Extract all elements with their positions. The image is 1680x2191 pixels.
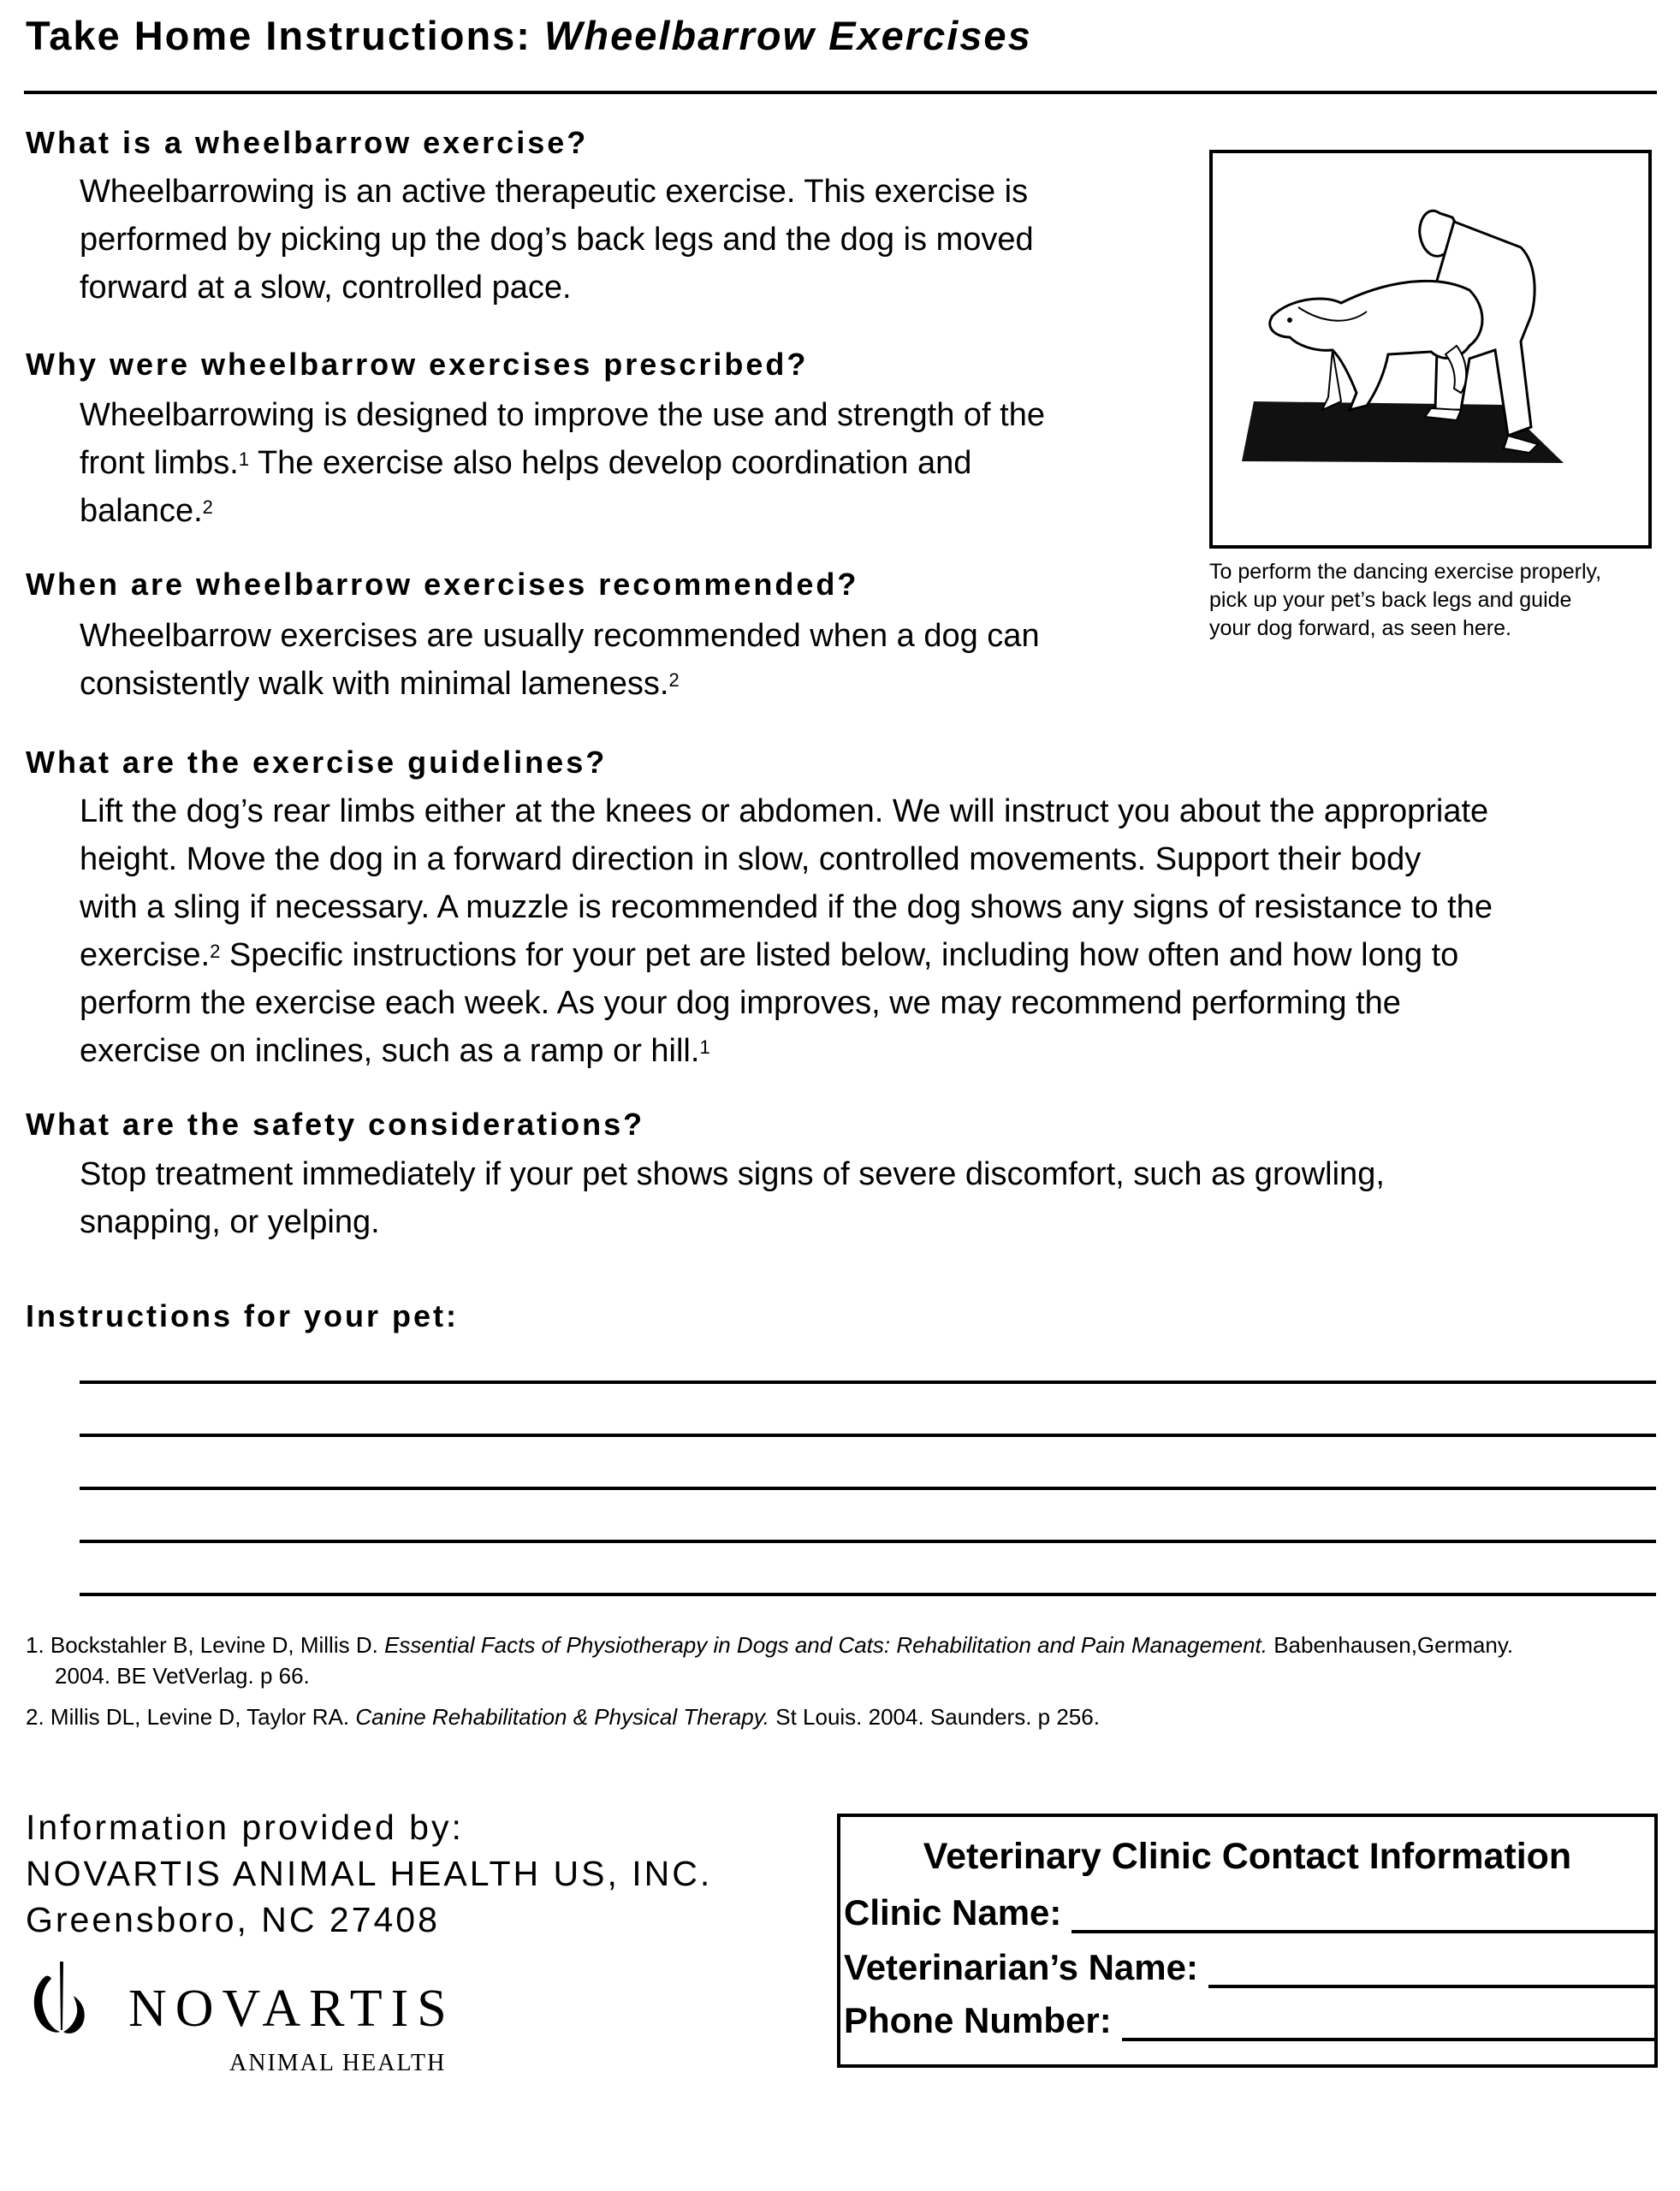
- phone-number-field[interactable]: [1122, 2012, 1654, 2041]
- clinic-name-field[interactable]: [1072, 1904, 1654, 1933]
- footnote-ref[interactable]: 1: [238, 448, 250, 470]
- body-line: Wheelbarrowing is an active therapeutic exercise. This exercise is: [80, 174, 1029, 210]
- footnote-publisher: Babenhausen,Germany.: [1267, 1632, 1514, 1658]
- section-heading-safety: What are the safety considerations?: [26, 1107, 645, 1142]
- instructions-write-line-1[interactable]: [80, 1381, 1656, 1384]
- text: consistently walk with minimal lameness.: [80, 666, 669, 702]
- caption-line: To perform the dancing exercise properly,: [1209, 560, 1602, 584]
- body-line: [80, 439, 1192, 487]
- text: balance.: [80, 493, 203, 529]
- footnote-authors: Bockstahler B, Levine D, Millis D.: [50, 1632, 385, 1658]
- title-divider: [24, 91, 1657, 94]
- instructions-write-line-4[interactable]: [80, 1540, 1656, 1543]
- section-body-when: [80, 612, 1192, 708]
- body-line: [80, 931, 1671, 979]
- footnote-ref[interactable]: 2: [668, 669, 680, 691]
- novartis-logo-wordmark: NOVARTIS: [128, 1980, 455, 2038]
- veterinarian-name-row: [844, 1947, 1654, 1988]
- footnote-authors: Millis DL, Levine D, Taylor RA.: [50, 1704, 356, 1730]
- clinic-contact-box: [837, 1814, 1658, 2068]
- section-heading-when: When are wheelbarrow exercises recommended?: [26, 567, 859, 602]
- instructions-write-line-5[interactable]: [80, 1593, 1656, 1596]
- dog-wheelbarrow-illustration-icon: [1213, 153, 1648, 545]
- novartis-flame-icon: [26, 1962, 103, 2040]
- section-heading-what-is: What is a wheelbarrow exercise?: [26, 125, 589, 160]
- body-line: perform the exercise each week. As your dog improves, we may recommend performing the: [80, 985, 1401, 1021]
- novartis-logo-subtitle: ANIMAL HEALTH: [229, 2050, 447, 2076]
- text: exercise on inclines, such as a ramp or hill.: [80, 1033, 700, 1069]
- provider-address: Greensboro, NC 27408: [26, 1900, 440, 1939]
- caption-line: your dog forward, as seen here.: [1209, 616, 1511, 640]
- body-line: forward at a slow, controlled pace.: [80, 270, 572, 306]
- body-line: snapping, or yelping.: [80, 1204, 380, 1240]
- text: The exercise also helps develop coordination and: [249, 445, 972, 481]
- text: Specific instructions for your pet are listed below, including how often and how long to: [220, 937, 1459, 973]
- body-line: Wheelbarrowing is designed to improve the use and strength of the: [80, 397, 1045, 433]
- title-italic: Wheelbarrow Exercises: [544, 13, 1032, 58]
- footnote-line: 2004. BE VetVerlag. p 66.: [55, 1663, 310, 1689]
- text: exercise.: [80, 937, 211, 973]
- body-line: performed by picking up the dog’s back legs and the dog is moved: [80, 222, 1034, 258]
- footnote-number: 2.: [26, 1704, 45, 1730]
- instructions-write-line-2[interactable]: [80, 1434, 1656, 1437]
- phone-number-row: [844, 2000, 1654, 2041]
- footnote-title: Essential Facts of Physiotherapy in Dogs and Cats: Rehabilitation and Pain Management.: [384, 1632, 1267, 1658]
- section-heading-why: Why were wheelbarrow exercises prescribed?: [26, 347, 809, 382]
- footnote-number: 1.: [26, 1632, 45, 1658]
- provider-info: [26, 1804, 712, 1943]
- footnote-line: [26, 1701, 1660, 1732]
- footnote-title: Canine Rehabilitation & Physical Therapy.: [355, 1704, 770, 1730]
- provider-company: NOVARTIS ANIMAL HEALTH US, INC.: [26, 1854, 713, 1893]
- footnote-ref[interactable]: 2: [202, 496, 213, 518]
- body-line: height. Move the dog in a forward direction in slow, controlled movements. Support their body: [80, 841, 1422, 877]
- contact-box-title: Veterinary Clinic Contact Information: [923, 1836, 1572, 1877]
- caption-line: pick up your pet’s back legs and guide: [1209, 588, 1572, 612]
- body-line: with a sling if necessary. A muzzle is recommended if the dog shows any signs of resistance to the: [80, 889, 1493, 925]
- page-title: [26, 12, 1032, 59]
- body-line: [80, 1027, 1671, 1075]
- figure-caption: [1209, 558, 1671, 643]
- footnote-publisher: St Louis. 2004. Saunders. p 256.: [769, 1704, 1100, 1730]
- footnote-ref[interactable]: 1: [699, 1036, 710, 1058]
- body-line: [80, 487, 1192, 535]
- section-body-why: [80, 391, 1192, 535]
- text: front limbs.: [80, 445, 239, 481]
- instructions-write-line-3[interactable]: [80, 1487, 1656, 1490]
- clinic-name-label: Clinic Name:: [844, 1892, 1062, 1933]
- section-body-guidelines: [80, 787, 1671, 1075]
- veterinarian-name-field[interactable]: [1208, 1959, 1654, 1988]
- instructions-heading: Instructions for your pet:: [26, 1298, 460, 1333]
- body-line: [80, 660, 1192, 708]
- footnote-line: [26, 1630, 1660, 1660]
- footnote-1: [26, 1630, 1660, 1691]
- section-heading-guidelines: What are the exercise guidelines?: [26, 745, 608, 780]
- section-body-safety: [80, 1150, 1671, 1246]
- phone-number-label: Phone Number:: [844, 2000, 1112, 2040]
- body-line: Lift the dog’s rear limbs either at the knees or abdomen. We will instruct you about the appropriate: [80, 793, 1489, 829]
- body-line: Stop treatment immediately if your pet shows signs of severe discomfort, such as growling,: [80, 1156, 1385, 1192]
- footnote-2: [26, 1701, 1660, 1732]
- footnote-ref[interactable]: 2: [210, 941, 221, 962]
- veterinarian-name-label: Veterinarian’s Name:: [844, 1947, 1198, 1987]
- title-plain: Take Home Instructions:: [26, 13, 545, 58]
- provider-label: Information provided by:: [26, 1808, 464, 1847]
- section-body-what-is: [80, 168, 1192, 312]
- clinic-name-row: [844, 1892, 1654, 1933]
- exercise-illustration: [1209, 150, 1652, 549]
- body-line: Wheelbarrow exercises are usually recommended when a dog can: [80, 618, 1040, 654]
